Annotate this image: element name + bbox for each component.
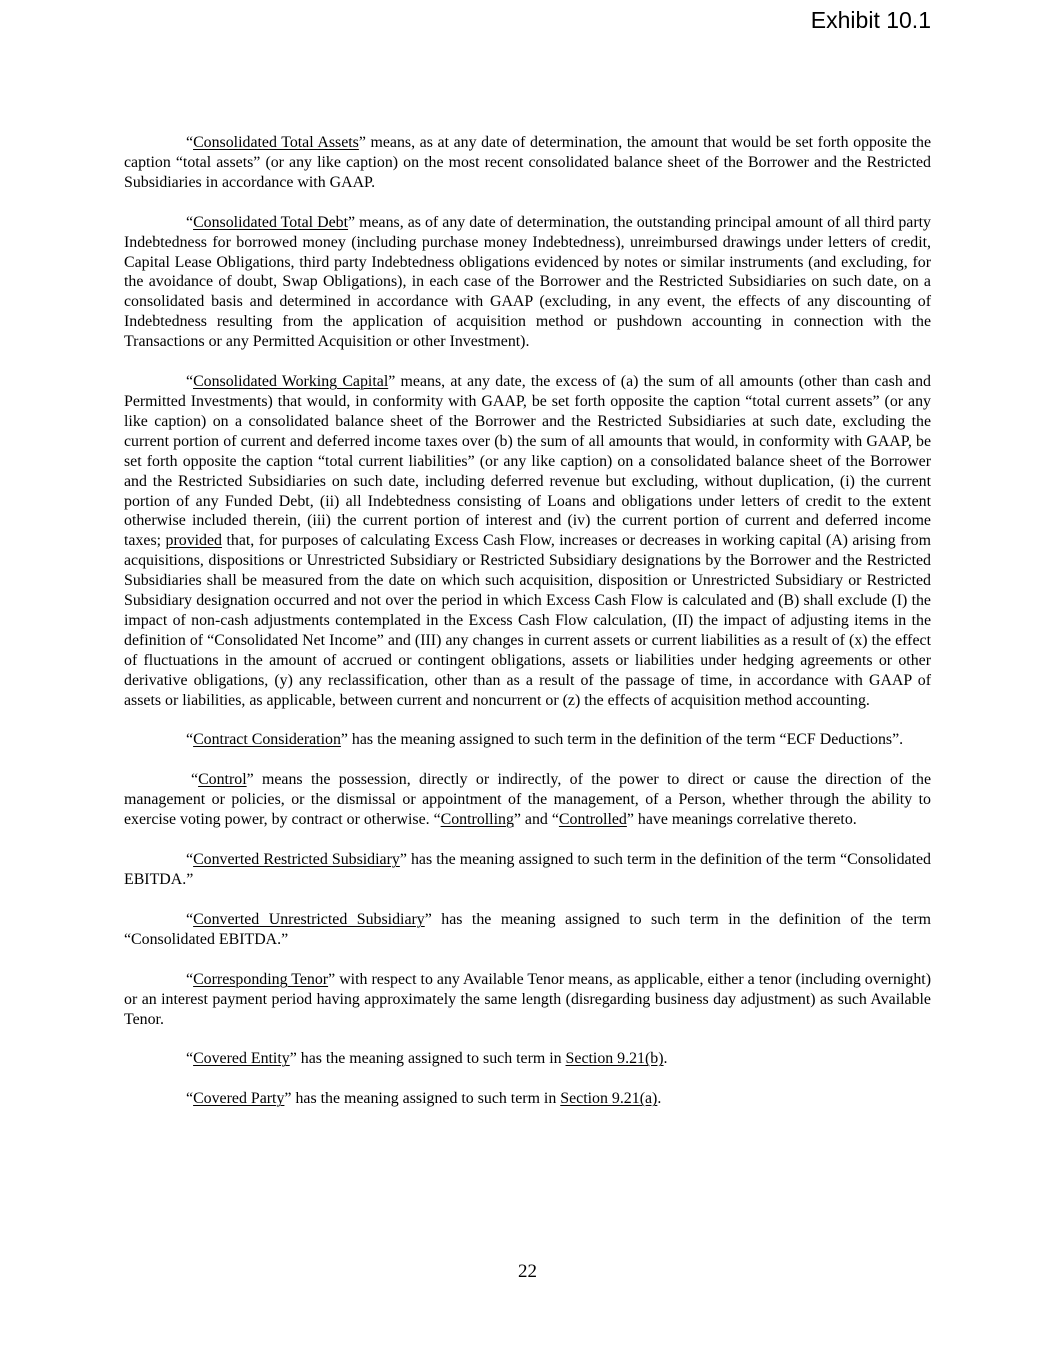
definition-text: ” has the meaning assigned to such term in: [289, 1050, 566, 1068]
open-quote: “: [186, 373, 194, 391]
definition-contract-consideration: [124, 730, 931, 750]
definition-text: ” means, at any date, the excess of (a) the sum of all amounts (other than cash and Permitted Investments) that would, in conformity with GAAP, be set forth opposite the caption “total current assets” (or any like caption) on a consolidated balance sheet of the Borrower and the Restricted Subsidiaries at such date, excluding the current portion of current and deferred income taxes over (b) the sum of all amounts that would, in conformity with GAAP, be set forth opposite the caption “total current liabilities” (or any like caption) on a consolidated balance sheet of the Borrower and the Restricted Subsidiaries on such date, including deferred revenue but excluding, without duplication, (i) the current portion of any Funded Debt, (ii) all Indebtedness consisting of Loans and obligations under letters of credit to the extent otherwise included therein, (iii) the current portion of interest and (iv) the current portion of current and deferred income taxes;: [124, 373, 931, 550]
open-quote: “: [186, 910, 194, 928]
defined-term: Covered Entity: [193, 1050, 290, 1068]
defined-term: Consolidated Total Assets: [193, 134, 359, 151]
open-quote: “: [186, 731, 194, 749]
defined-term: Corresponding Tenor: [193, 970, 329, 988]
definition-text-end: ” have meanings correlative thereto.: [626, 811, 857, 829]
open-quote: “: [186, 851, 194, 869]
definition-text-continued: that, for purposes of calculating Excess Cash Flow, increases or decreases in working capital (A) arising from acquisitions, dispositions or Unrestricted Subsidiary or Restricted Subsidiary designations by the Borrower and the Restricted Subsidiaries shall be measured from the date on which such acquisition, disposition or Unrestricted Subsidiary or Restricted Subsidiary designation occurred and not over the period in which Excess Cash Flow is calculated and (B) shall exclude (I) the impact of non-cash adjustments contemplated in the Excess Cash Flow calculation, (II) the impact of adjusting items in the definition of “Consolidated Net Income” and (III) any changes in current assets or current liabilities as a result of (x) the effect of fluctuations in the amount of accrued or contingent obligations, assets or liabilities under hedging agreements or other derivative obligations, (y) any reclassification, other than as a result of the passage of time, in accordance with GAAP of assets or liabilities, as applicable, between current and noncurrent or (z) the effects of acquisition method accounting.: [124, 532, 931, 709]
defined-term: Converted Restricted Subsidiary: [193, 851, 400, 869]
exhibit-label: Exhibit 10.1: [810, 7, 931, 33]
definition-text: ” has the meaning assigned to such term in: [284, 1090, 561, 1108]
defined-term: Consolidated Working Capital: [193, 373, 389, 391]
definition-consolidated-total-assets: [124, 133, 931, 193]
definition-consolidated-working-capital: [124, 372, 931, 710]
defined-term-controlled: Controlled: [558, 811, 627, 829]
defined-term-controlling: Controlling: [440, 811, 514, 829]
definitions-body: [124, 133, 931, 1129]
definition-corresponding-tenor: [124, 970, 931, 1030]
definition-control: [124, 770, 931, 830]
open-quote: “: [186, 1090, 194, 1108]
definition-covered-party: [124, 1089, 931, 1109]
open-quote: “: [191, 771, 199, 789]
definition-text: ” has the meaning assigned to such term in the definition of the term “ECF Deductions”.: [340, 731, 904, 749]
definition-text: ” with respect to any Available Tenor means, as applicable, either a tenor (including overnight) or an interest payment period having approximately the same length (disregarding business day adjustment) as such Available Tenor.: [124, 970, 932, 1028]
defined-term: Covered Party: [193, 1090, 285, 1108]
definition-consolidated-total-debt: [124, 213, 931, 352]
definition-text: ” means the possession, directly or indirectly, of the power to direct or cause the direction of the management or policies, or the dismissal or appointment of the management, of a Person, whether through the ability to exercise voting power, by contract or otherwise. “: [124, 771, 931, 829]
defined-term: Converted Unrestricted Subsidiary: [193, 910, 425, 928]
defined-term: Contract Consideration: [193, 731, 341, 749]
open-quote: “: [186, 213, 194, 231]
section-reference: Section 9.21(b): [565, 1050, 664, 1068]
open-quote: “: [186, 1050, 194, 1068]
definition-end: .: [663, 1050, 668, 1068]
open-quote: “: [186, 134, 194, 151]
definition-converted-restricted-subsidiary: [124, 850, 931, 890]
definition-covered-entity: [124, 1049, 931, 1069]
definition-converted-unrestricted-subsidiary: [124, 910, 931, 950]
definition-end: .: [657, 1090, 662, 1108]
definition-text: ” has the meaning assigned to such term in the definition of the term “Consolidated EBITDA.”: [124, 851, 932, 888]
section-reference: Section 9.21(a): [560, 1090, 658, 1108]
defined-term: Consolidated Total Debt: [193, 213, 349, 231]
proviso-term: provided: [165, 532, 223, 550]
defined-term: Control: [198, 771, 247, 789]
definition-text: ” has the meaning assigned to such term in the definition of the term “Consolidated EBITDA.”: [124, 910, 931, 948]
open-quote: “: [186, 970, 194, 988]
page-number: 22: [518, 1261, 537, 1282]
definition-text-and: ” and “: [513, 811, 559, 829]
definition-text: ” means, as of any date of determination, the outstanding principal amount of all third party Indebtedness for borrowed money (including purchase money Indebtedness), unreimbursed drawings under letters of credit, Capital Lease Obligations, third party Indebtedness obligations evidenced by notes or similar instruments (and excluding, for the avoidance of doubt, Swap Obligations), in each case of the Borrower and the Restricted Subsidiaries on such date, on a consolidated basis and determined in accordance with GAAP (excluding, in any event, the effects of any discounting of Indebtedness resulting from the application of acquisition method or pushdown accounting in connection with the Transactions or any Permitted Acquisition or other Investment).: [124, 213, 931, 351]
definition-text: ” means, as at any date of determination, the amount that would be set forth opposite the caption “total assets” (or any like caption) on the most recent consolidated balance sheet of the Borrower and the Restricted Subsidiaries in accordance with GAAP.: [124, 134, 931, 191]
